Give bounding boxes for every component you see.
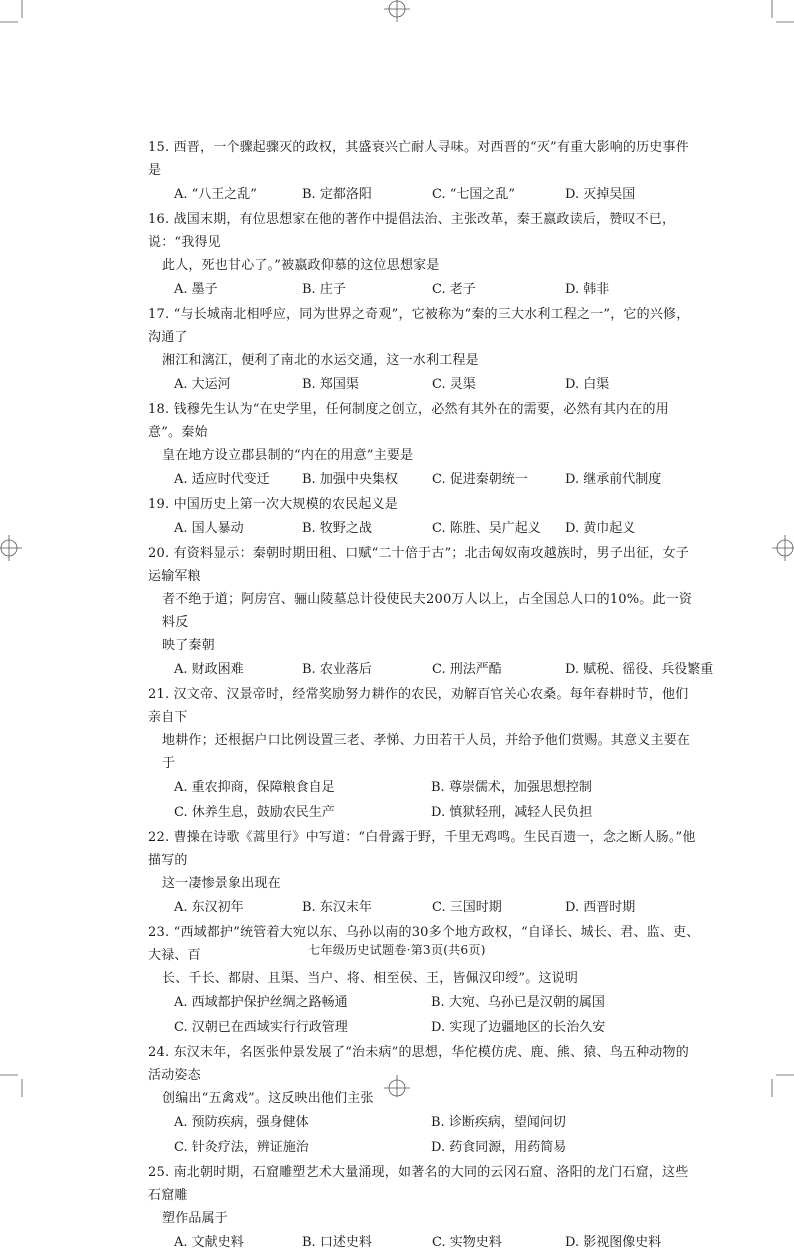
answer-option: D. 黄巾起义: [565, 521, 636, 536]
crop-mark-top-left: [0, 0, 22, 22]
question-stem-line: 20. 有资料显示：秦朝时期田租、口赋“二十倍于古”；北击匈奴南攻越族时，男子出征，女子运输军粮: [148, 546, 689, 584]
answer-option: B. 庄子: [302, 282, 346, 297]
answer-option: A. 财政困难: [174, 662, 244, 677]
answer-option: D. 西晋时期: [565, 900, 636, 915]
question-stem-line: 湘江和漓江，便利了南北的水运交通，这一水利工程是: [162, 353, 479, 368]
answer-option: C. 休养生息，鼓励农民生产: [174, 805, 335, 820]
answer-option: A. 适应时代变迁: [174, 472, 270, 487]
answer-options: [148, 657, 714, 682]
answer-option: C. 促进秦朝统一: [432, 472, 528, 487]
answer-option: D. 白渠: [565, 377, 610, 392]
question-stem-line: 地耕作；还根据户口比例设置三老、孝悌、力田若干人员，并给予他们赏赐。其意义主要在于: [162, 733, 691, 771]
question-stem-line: 映了秦朝: [162, 638, 215, 653]
question-item: [148, 493, 700, 541]
question-stem-line: 长、千长、都尉、且渠、当户、将、相至侯、王，皆佩汉印绶”。这说明: [162, 971, 579, 986]
question-stem-line: 21. 汉文帝、汉景帝时，经常奖励努力耕作的农民，劝解百官关心农桑。每年春耕时节，他们亲自下: [148, 687, 689, 725]
answer-option: A. 国人暴动: [174, 521, 244, 536]
question-stem-line: 此人，死也甘心了。”被嬴政仰慕的这位思想家是: [162, 258, 440, 273]
question-item: [148, 826, 700, 920]
question-stem-line: 塑作品属于: [162, 1211, 229, 1226]
registration-mark-left: [0, 535, 22, 561]
answer-option: B. 尊崇儒术，加强思想控制: [431, 780, 592, 795]
question-stem-line: 24. 东汉末年，名医张仲景发展了“治未病”的思想，华佗模仿虎、鹿、熊、猿、鸟五种动物的活动姿态: [148, 1045, 689, 1083]
answer-option: D. 继承前代制度: [565, 472, 662, 487]
crop-mark-bottom-left: [0, 1075, 22, 1097]
answer-option: B. 东汉末年: [302, 900, 372, 915]
question-stem-line: 者不绝于道；阿房宫、骊山陵墓总计役使民夫200万人以上，占全国总人口的10%。此一资料反: [162, 592, 693, 630]
answer-option: D. 灭掉吴国: [565, 187, 636, 202]
answer-option: C. 三国时期: [432, 900, 502, 915]
answer-options: [148, 182, 700, 207]
answer-option: B. 大宛、乌孙已是汉朝的属国: [431, 995, 605, 1010]
question-list: [148, 136, 714, 1256]
answer-option: A. 东汉初年: [174, 900, 244, 915]
answer-option: D. 实现了边疆地区的长治久安: [431, 1020, 606, 1035]
question-stem-line: 创编出“五禽戏”。这反映出他们主张: [162, 1091, 374, 1106]
answer-option: B. 诊断疾病，望闻问切: [431, 1115, 566, 1130]
answer-option: D. 慎狱轻刑，减轻人民负担: [431, 805, 593, 820]
answer-options: [148, 467, 700, 492]
answer-option: C. 灵渠: [432, 377, 476, 392]
question-stem-line: 22. 曹操在诗歌《蒿里行》中写道：“白骨露于野，千里无鸡鸣。生民百遗一，念之断人肠。”他描写的: [148, 830, 696, 868]
question-stem-line: 25. 南北朝时期，石窟雕塑艺术大量涌现，如著名的大同的云冈石窟、洛阳的龙门石窟，这些石窟雕: [148, 1165, 689, 1203]
answer-option: A. 西域都护保护丝绸之路畅通: [174, 995, 348, 1010]
answer-option: B. 定都洛阳: [302, 187, 372, 202]
answer-option: A. 墨子: [174, 282, 218, 297]
answer-options: [148, 516, 700, 541]
question-item: [148, 303, 700, 397]
answer-option: B. 口述史料: [302, 1235, 372, 1250]
question-stem-line: 16. 战国末期，有位思想家在他的著作中提倡法治、主张改革，秦王嬴政读后，赞叹不已，说：“我得见: [148, 212, 676, 250]
page-footer: 七年级历史试题卷·第3页(共6页): [308, 943, 486, 957]
question-stem-line: 这一凄惨景象出现在: [162, 876, 281, 891]
answer-option: B. 牧野之战: [302, 521, 372, 536]
question-item: [148, 683, 700, 825]
question-stem-line: 17. “与长城南北相呼应，同为世界之奇观”，它被称为“秦的三大水利工程之一”，它的兴修，沟通了: [148, 307, 690, 345]
question-item: [148, 208, 700, 302]
question-stem-line: 18. 钱穆先生认为“在史学里，任何制度之创立，必然有其外在的需要，必然有其内在的用意”。秦始: [148, 402, 669, 440]
answer-option: B. 郑国渠: [302, 377, 359, 392]
answer-option: D. 药食同源，用药简易: [431, 1140, 567, 1155]
answer-options: [148, 775, 700, 825]
answer-option: C. 老子: [432, 282, 476, 297]
question-stem-line: 19. 中国历史上第一次大规模的农民起义是: [148, 497, 399, 512]
registration-mark-top: [384, 0, 410, 22]
answer-options: [148, 372, 700, 397]
answer-option: A. 预防疾病，强身健体: [174, 1115, 309, 1130]
answer-options: [148, 1230, 700, 1255]
answer-option: D. 韩非: [565, 282, 610, 297]
answer-option: C. 刑法严酷: [432, 662, 502, 677]
question-item: [148, 136, 700, 207]
question-item: [148, 398, 700, 492]
answer-option: D. 影视图像史料: [565, 1235, 662, 1250]
answer-option: B. 农业落后: [302, 662, 372, 677]
question-item: [148, 542, 714, 682]
registration-mark-right: [772, 535, 794, 561]
answer-option: B. 加强中央集权: [302, 472, 398, 487]
answer-option: A. 文献史料: [174, 1235, 244, 1250]
question-item: [148, 1161, 700, 1255]
question-item: [148, 921, 700, 1040]
answer-options: [148, 277, 700, 302]
answer-option: A. 重农抑商，保障粮食自足: [174, 780, 335, 795]
answer-option: C. “七国之乱”: [432, 187, 516, 202]
answer-options: [148, 990, 700, 1040]
answer-option: A. 大运河: [174, 377, 231, 392]
answer-option: C. 汉朝已在西域实行行政管理: [174, 1020, 348, 1035]
answer-options: [148, 895, 700, 920]
crop-mark-bottom-right: [772, 1075, 794, 1097]
question-stem-line: 23. “西域都护”统管着大宛以东、乌孙以南的30多个地方政权，“自译长、城长、君、监、吏、大禄、百: [148, 925, 700, 963]
answer-option: C. 针灸疗法，辨证施治: [174, 1140, 309, 1155]
answer-option: D. 赋税、徭役、兵役繁重: [565, 662, 714, 677]
question-item: [148, 1041, 700, 1160]
question-stem-line: 皇在地方设立郡县制的“内在的用意”主要是: [162, 448, 414, 463]
crop-mark-top-right: [772, 0, 794, 22]
answer-option: A. “八王之乱”: [174, 187, 257, 202]
answer-options: [148, 1110, 700, 1160]
answer-option: C. 陈胜、吴广起义: [432, 521, 541, 536]
question-stem-line: 15. 西晋，一个骤起骤灭的政权，其盛衰兴亡耐人寻味。对西晋的“灭”有重大影响的历史事件是: [148, 140, 689, 178]
answer-option: C. 实物史料: [432, 1235, 502, 1250]
